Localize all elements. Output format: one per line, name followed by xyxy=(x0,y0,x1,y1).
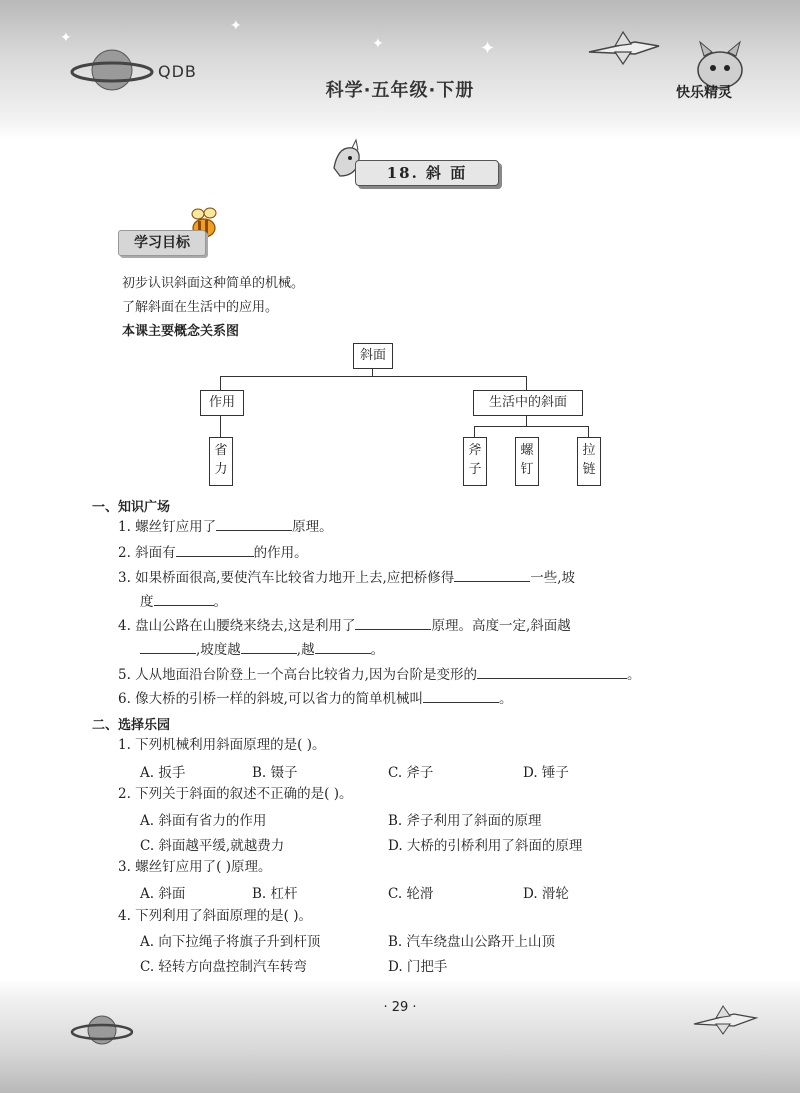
planet-icon xyxy=(70,1008,140,1052)
concept-root: 斜面 xyxy=(353,343,393,369)
lesson-title: 18. 斜 面 xyxy=(355,160,499,186)
choice-option[interactable]: D. 锤子 xyxy=(523,765,569,781)
fill-question-3-cont: 度 。 xyxy=(140,589,227,613)
connector xyxy=(526,376,527,390)
fill-question-1: 1. 螺丝钉应用了 原理。 xyxy=(118,514,333,538)
brand-logo: QDB xyxy=(158,62,197,81)
logo-text: 快乐精灵 xyxy=(676,85,732,101)
connector xyxy=(220,415,221,437)
choice-option[interactable]: B. 汽车绕盘山公路开上山顶 xyxy=(388,934,556,950)
answer-blank[interactable] xyxy=(315,637,371,654)
concept-right-node: 生活中的斜面 xyxy=(473,390,583,416)
concept-leaf: 拉链 xyxy=(577,437,601,486)
goal-item: 初步认识斜面这种简单的机械。 xyxy=(122,276,305,291)
choice-option[interactable]: B. 斧子利用了斜面的原理 xyxy=(388,813,542,829)
answer-blank[interactable] xyxy=(241,637,297,654)
choice-option[interactable]: B. 镊子 xyxy=(252,765,298,781)
book-title: 科学·五年级·下册 xyxy=(325,80,475,101)
choice-option[interactable]: A. 斜面 xyxy=(140,886,186,902)
fill-question-4-cont: ,坡度越 ,越 。 xyxy=(140,637,384,661)
choice-option[interactable]: C. 斜面越平缓,就越费力 xyxy=(140,838,285,854)
choice-option[interactable]: D. 大桥的引桥利用了斜面的原理 xyxy=(388,838,583,854)
section-heading-knowledge: 一、知识广场 xyxy=(92,500,171,515)
star-icon: ✦ xyxy=(480,38,496,59)
answer-blank[interactable] xyxy=(140,637,196,654)
connector xyxy=(474,426,588,427)
choice-option[interactable]: C. 斧子 xyxy=(388,765,434,781)
section-heading-choice: 二、选择乐园 xyxy=(92,718,171,733)
fill-question-5: 5. 人从地面沿台阶登上一个高台比较省力,因为台阶是变形的 。 xyxy=(118,662,640,686)
page-number: · 29 · xyxy=(383,1000,417,1015)
choice-option[interactable]: D. 门把手 xyxy=(388,959,448,975)
space-shuttle-icon xyxy=(690,1000,760,1040)
choice-option[interactable]: B. 杠杆 xyxy=(252,886,298,902)
fill-question-4: 4. 盘山公路在山腰绕来绕去,这是利用了 原理。高度一定,斜面越 xyxy=(118,613,571,637)
connector xyxy=(474,426,475,437)
connector xyxy=(220,376,526,377)
fill-question-2: 2. 斜面有 的作用。 xyxy=(118,540,308,564)
star-icon: ✦ xyxy=(372,36,384,52)
answer-blank[interactable] xyxy=(355,613,431,630)
choice-question-stem: 1. 下列机械利用斜面原理的是( )。 xyxy=(118,737,326,753)
concept-leaf: 省力 xyxy=(209,437,233,486)
answer-blank[interactable] xyxy=(154,589,214,606)
fill-question-6: 6. 像大桥的引桥一样的斜坡,可以省力的简单机械叫 。 xyxy=(118,686,512,710)
choice-option[interactable]: A. 扳手 xyxy=(140,765,186,781)
answer-blank[interactable] xyxy=(176,540,254,557)
choice-option[interactable]: C. 轻转方向盘控制汽车转弯 xyxy=(140,959,307,975)
connector xyxy=(526,415,527,426)
concept-leaf: 螺钉 xyxy=(515,437,539,486)
answer-blank[interactable] xyxy=(423,686,499,703)
answer-blank[interactable] xyxy=(454,565,530,582)
space-shuttle-icon xyxy=(585,28,665,68)
choice-question-stem: 2. 下列关于斜面的叙述不正确的是( )。 xyxy=(118,786,353,802)
concept-left-node: 作用 xyxy=(200,390,244,416)
choice-option[interactable]: A. 向下拉绳子将旗子升到杆顶 xyxy=(140,934,321,950)
connector xyxy=(588,426,589,437)
choice-option[interactable]: A. 斜面有省力的作用 xyxy=(140,813,267,829)
learning-goals-label: 学习目标 xyxy=(118,230,206,256)
choice-question-stem: 3. 螺丝钉应用了( )原理。 xyxy=(118,859,272,875)
choice-option[interactable]: C. 轮滑 xyxy=(388,886,434,902)
connector xyxy=(220,376,221,390)
concept-leaf: 斧子 xyxy=(463,437,487,486)
star-icon: ✦ xyxy=(230,18,242,34)
star-icon: ✦ xyxy=(60,30,72,46)
connector xyxy=(372,368,373,376)
choice-question-stem: 4. 下列利用了斜面原理的是( )。 xyxy=(118,908,312,924)
fill-question-3: 3. 如果桥面很高,要使汽车比较省力地开上去,应把桥修得 一些,坡 xyxy=(118,565,575,589)
choice-option[interactable]: D. 滑轮 xyxy=(523,886,569,902)
goal-item: 了解斜面在生活中的应用。 xyxy=(122,300,279,315)
answer-blank[interactable] xyxy=(477,662,627,679)
answer-blank[interactable] xyxy=(216,514,292,531)
concept-map-title: 本课主要概念关系图 xyxy=(122,324,240,339)
